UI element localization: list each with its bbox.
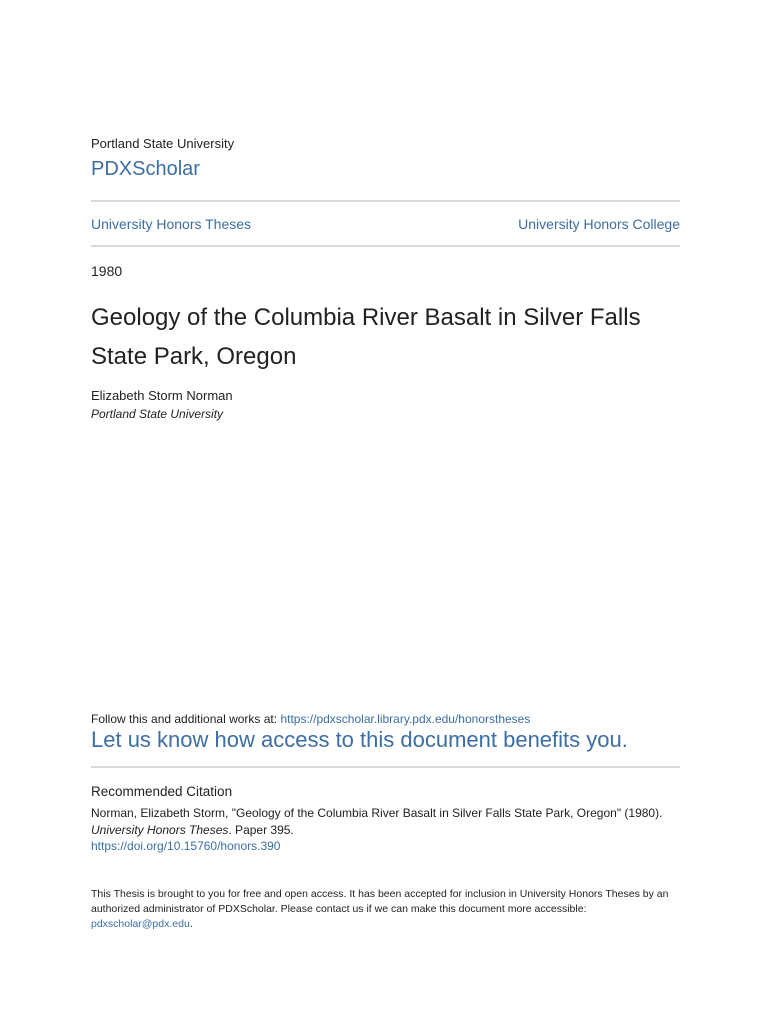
citation-body [91,805,691,855]
benefit-feedback-link[interactable]: Let us know how access to this document benefits you. [91,727,628,752]
follow-line [91,712,530,726]
access-notice [91,887,671,932]
institution-name: Portland State University [91,136,235,151]
author-name: Elizabeth Storm Norman [91,388,233,403]
citation-paper: . Paper 395. [228,822,294,837]
notice-end: . [189,918,193,930]
notice-text: This Thesis is brought to you for free and open access. It has been accepted for inclusion in University Honors Theses by an authorized administrator of PDXScholar. Please contact us if we can make this document more accessible: [91,888,669,915]
top-divider [91,200,680,202]
citation-series: University Honors Theses [91,822,229,837]
series-link-college[interactable]: University Honors College [518,216,680,232]
series-divider [91,245,680,247]
citation-divider [91,766,680,768]
citation-heading: Recommended Citation [91,784,233,799]
citation-doi-link[interactable]: https://doi.org/10.15760/honors.390 [91,839,281,853]
series-link-theses[interactable]: University Honors Theses [91,216,252,232]
follow-url-link[interactable]: https://pdxscholar.library.pdx.edu/honorstheses [280,712,531,726]
repository-link[interactable]: PDXScholar [91,158,200,180]
document-title: Geology of the Columbia River Basalt in Silver Falls State Park, Oregon [91,304,641,370]
contact-email-link[interactable]: pdxscholar@pdx.edu [91,918,190,930]
author-affiliation: Portland State University [91,407,224,421]
follow-label: Follow this and additional works at: [91,712,281,726]
citation-text: Norman, Elizabeth Storm, "Geology of the Columbia River Basalt in Silver Falls State Park, Oregon" (1980). [91,806,663,820]
publication-year: 1980 [91,263,123,279]
